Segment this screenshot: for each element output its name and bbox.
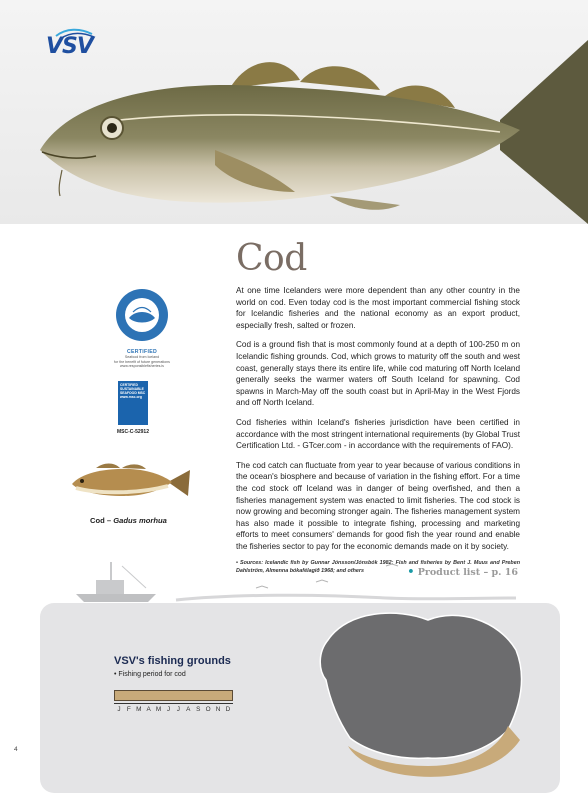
msc-label: CERTIFIED SUSTAINABLE SEAFOOD MSC www.msc.org (118, 381, 148, 425)
trawler-silhouette (56, 558, 516, 604)
month-labels (114, 706, 233, 713)
common-name: Cod – (90, 516, 112, 525)
month-label: M (136, 706, 142, 713)
cert-tagline: Seafood from Iceland (124, 355, 160, 359)
paragraph: Cod is a ground fish that is most commonly found at a depth of 100-250 m on Icelandic fishing grounds. Cod, which grows to maturity off the south and west coast, generally stays there its entire life, while cod maturing off North Iceland generally seeks the warmer waters off South Iceland for spawning. Cod spawns in March-May off the south coast but in April-May in the West Fjords and off North Iceland. (236, 340, 520, 408)
species-caption (90, 516, 167, 525)
month-axis (114, 703, 233, 704)
page-number: 4 (14, 746, 18, 753)
hero-image (0, 0, 588, 224)
latin-name: Gadus morhua (113, 516, 167, 525)
month-label: J (117, 706, 121, 713)
cert-url: www.responsiblefisheries.is (120, 364, 164, 369)
fishing-grounds-title: VSV's fishing grounds (114, 655, 231, 667)
fishing-period-bar (114, 690, 233, 701)
article-body (236, 285, 520, 584)
cert-tagline-2: for the benefit of future generations (114, 359, 170, 364)
month-label: O (205, 706, 211, 713)
paragraph: At one time Icelanders were more dependent than any other country in the world on cod. Even today cod is the most important commercial fishing stock for Icelandic fisheries and the national economy as an export product, especially fresh, salted or frozen. (236, 286, 520, 330)
certified-label: CERTIFIED (126, 349, 158, 355)
month-label: A (186, 706, 191, 713)
product-list-label: Product list – p. 16 (417, 567, 518, 578)
paragraph: Cod fisheries within Iceland's fisheries jurisdiction have been certified in accordance with the most stringent international requirements (by Global Trust Certification Ltd. - GTcer.com - in accordance with the requirements of FAO). (236, 417, 520, 451)
fishing-period-legend: • Fishing period for cod (114, 671, 186, 678)
page-title: Cod (236, 238, 307, 279)
month-label: F (126, 706, 131, 713)
month-label: D (225, 706, 231, 713)
month-label: N (215, 706, 221, 713)
bullet-icon: • (407, 565, 415, 578)
paragraph: The cod catch can fluctuate from year to year because of various conditions in the ocean's biosphere and because of variation in the fishing effort. For a time the cod stock off Iceland was in danger of being overfished, and then a fisheries management system was enacted to limit fisheries. The cod stock is now growing and becoming stronger again. The fisheries management system has also made it possible to integrate fishing, processing and marketing efforts to meet consumers' demands for good fish the year round and enable the fisheries sector to pay for the economic demands made on it by society. (236, 460, 520, 551)
month-label: M (155, 706, 162, 713)
iceland-map (288, 600, 548, 790)
month-label: J (166, 706, 171, 713)
globe-icon (115, 288, 169, 342)
month-label: A (146, 706, 151, 713)
month-label: J (176, 706, 180, 713)
cod-illustration (68, 460, 192, 506)
brand-name: VSV (46, 34, 93, 59)
iceland-responsible-fisheries-logo (92, 288, 192, 369)
vsv-logo (46, 26, 102, 60)
sources-note: • Sources: Icelandic fish by Gunnar Jónsson/Jónsbók 1982; Fish and fisheries by Bent J. Muus and Preben Dahlström, Almenna bókafélagið 1968; and others (236, 560, 520, 575)
msc-code: MSC-C-52912 (117, 429, 149, 435)
month-label: S (196, 706, 201, 713)
